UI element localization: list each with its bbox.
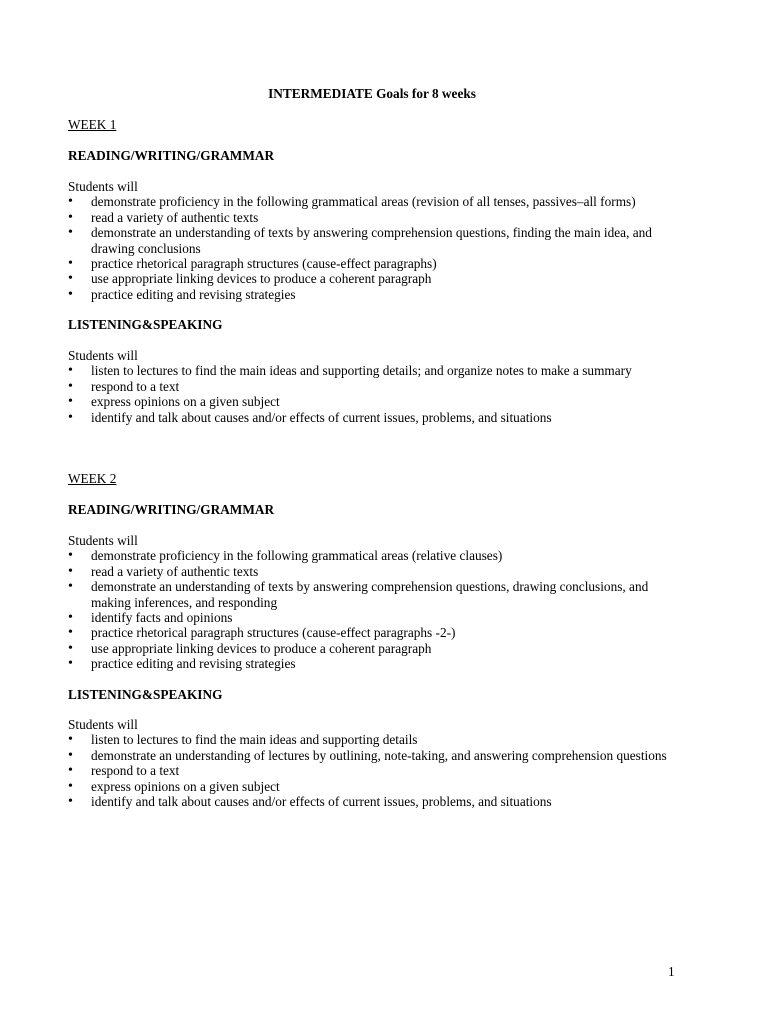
goal-list xyxy=(68,194,688,302)
list-item: • demonstrate proficiency in the following grammatical areas (revision of all tenses, passives–all forms) xyxy=(68,194,688,209)
goal-list xyxy=(68,363,688,425)
list-item: • read a variety of authentic texts xyxy=(68,564,688,579)
section-intro: Students will xyxy=(68,717,138,732)
week-1-reading-heading: READING/WRITING/GRAMMAR xyxy=(68,148,275,163)
week-2-listening-section xyxy=(68,717,688,809)
list-item: • practice editing and revising strategies xyxy=(68,656,688,671)
list-item: • practice rhetorical paragraph structures (cause-effect paragraphs -2-) xyxy=(68,625,688,640)
list-item: • identify and talk about causes and/or effects of current issues, problems, and situations xyxy=(68,794,688,809)
list-item: • practice rhetorical paragraph structures (cause-effect paragraphs) xyxy=(68,256,688,271)
list-item: • express opinions on a given subject xyxy=(68,779,688,794)
week-1-listening-heading: LISTENING&SPEAKING xyxy=(68,317,223,332)
week-1-listening-section xyxy=(68,348,688,425)
list-item: • listen to lectures to find the main ideas and supporting details; and organize notes to make a summary xyxy=(68,363,688,378)
list-item: • demonstrate an understanding of lectures by outlining, note-taking, and answering comprehension questions xyxy=(68,748,688,763)
list-item: • use appropriate linking devices to produce a coherent paragraph xyxy=(68,641,688,656)
list-item: • read a variety of authentic texts xyxy=(68,210,688,225)
section-intro: Students will xyxy=(68,179,138,194)
section-intro: Students will xyxy=(68,348,138,363)
list-item: • identify and talk about causes and/or effects of current issues, problems, and situations xyxy=(68,410,688,425)
week-1-reading-section xyxy=(68,179,688,302)
week-2-label: WEEK 2 xyxy=(68,471,117,486)
page-number: 1 xyxy=(668,964,675,979)
list-item: • practice editing and revising strategies xyxy=(68,287,688,302)
list-item: • demonstrate proficiency in the following grammatical areas (relative clauses) xyxy=(68,548,688,563)
list-item: • respond to a text xyxy=(68,379,688,394)
list-item: • respond to a text xyxy=(68,763,688,778)
section-intro: Students will xyxy=(68,533,138,548)
list-item: • demonstrate an understanding of texts by answering comprehension questions, drawing conclusions, and making inferences, and responding xyxy=(68,579,688,610)
week-1-label: WEEK 1 xyxy=(68,117,117,132)
goal-list xyxy=(68,548,688,671)
document-title: INTERMEDIATE Goals for 8 weeks xyxy=(268,86,476,101)
list-item: • listen to lectures to find the main ideas and supporting details xyxy=(68,732,688,747)
week-2-reading-section xyxy=(68,533,688,672)
week-2-reading-heading: READING/WRITING/GRAMMAR xyxy=(68,502,275,517)
goal-list xyxy=(68,732,688,809)
list-item: • use appropriate linking devices to produce a coherent paragraph xyxy=(68,271,688,286)
list-item: • demonstrate an understanding of texts by answering comprehension questions, finding the main idea, and drawing conclusions xyxy=(68,225,688,256)
list-item: • express opinions on a given subject xyxy=(68,394,688,409)
week-2-listening-heading: LISTENING&SPEAKING xyxy=(68,687,223,702)
list-item: • identify facts and opinions xyxy=(68,610,688,625)
